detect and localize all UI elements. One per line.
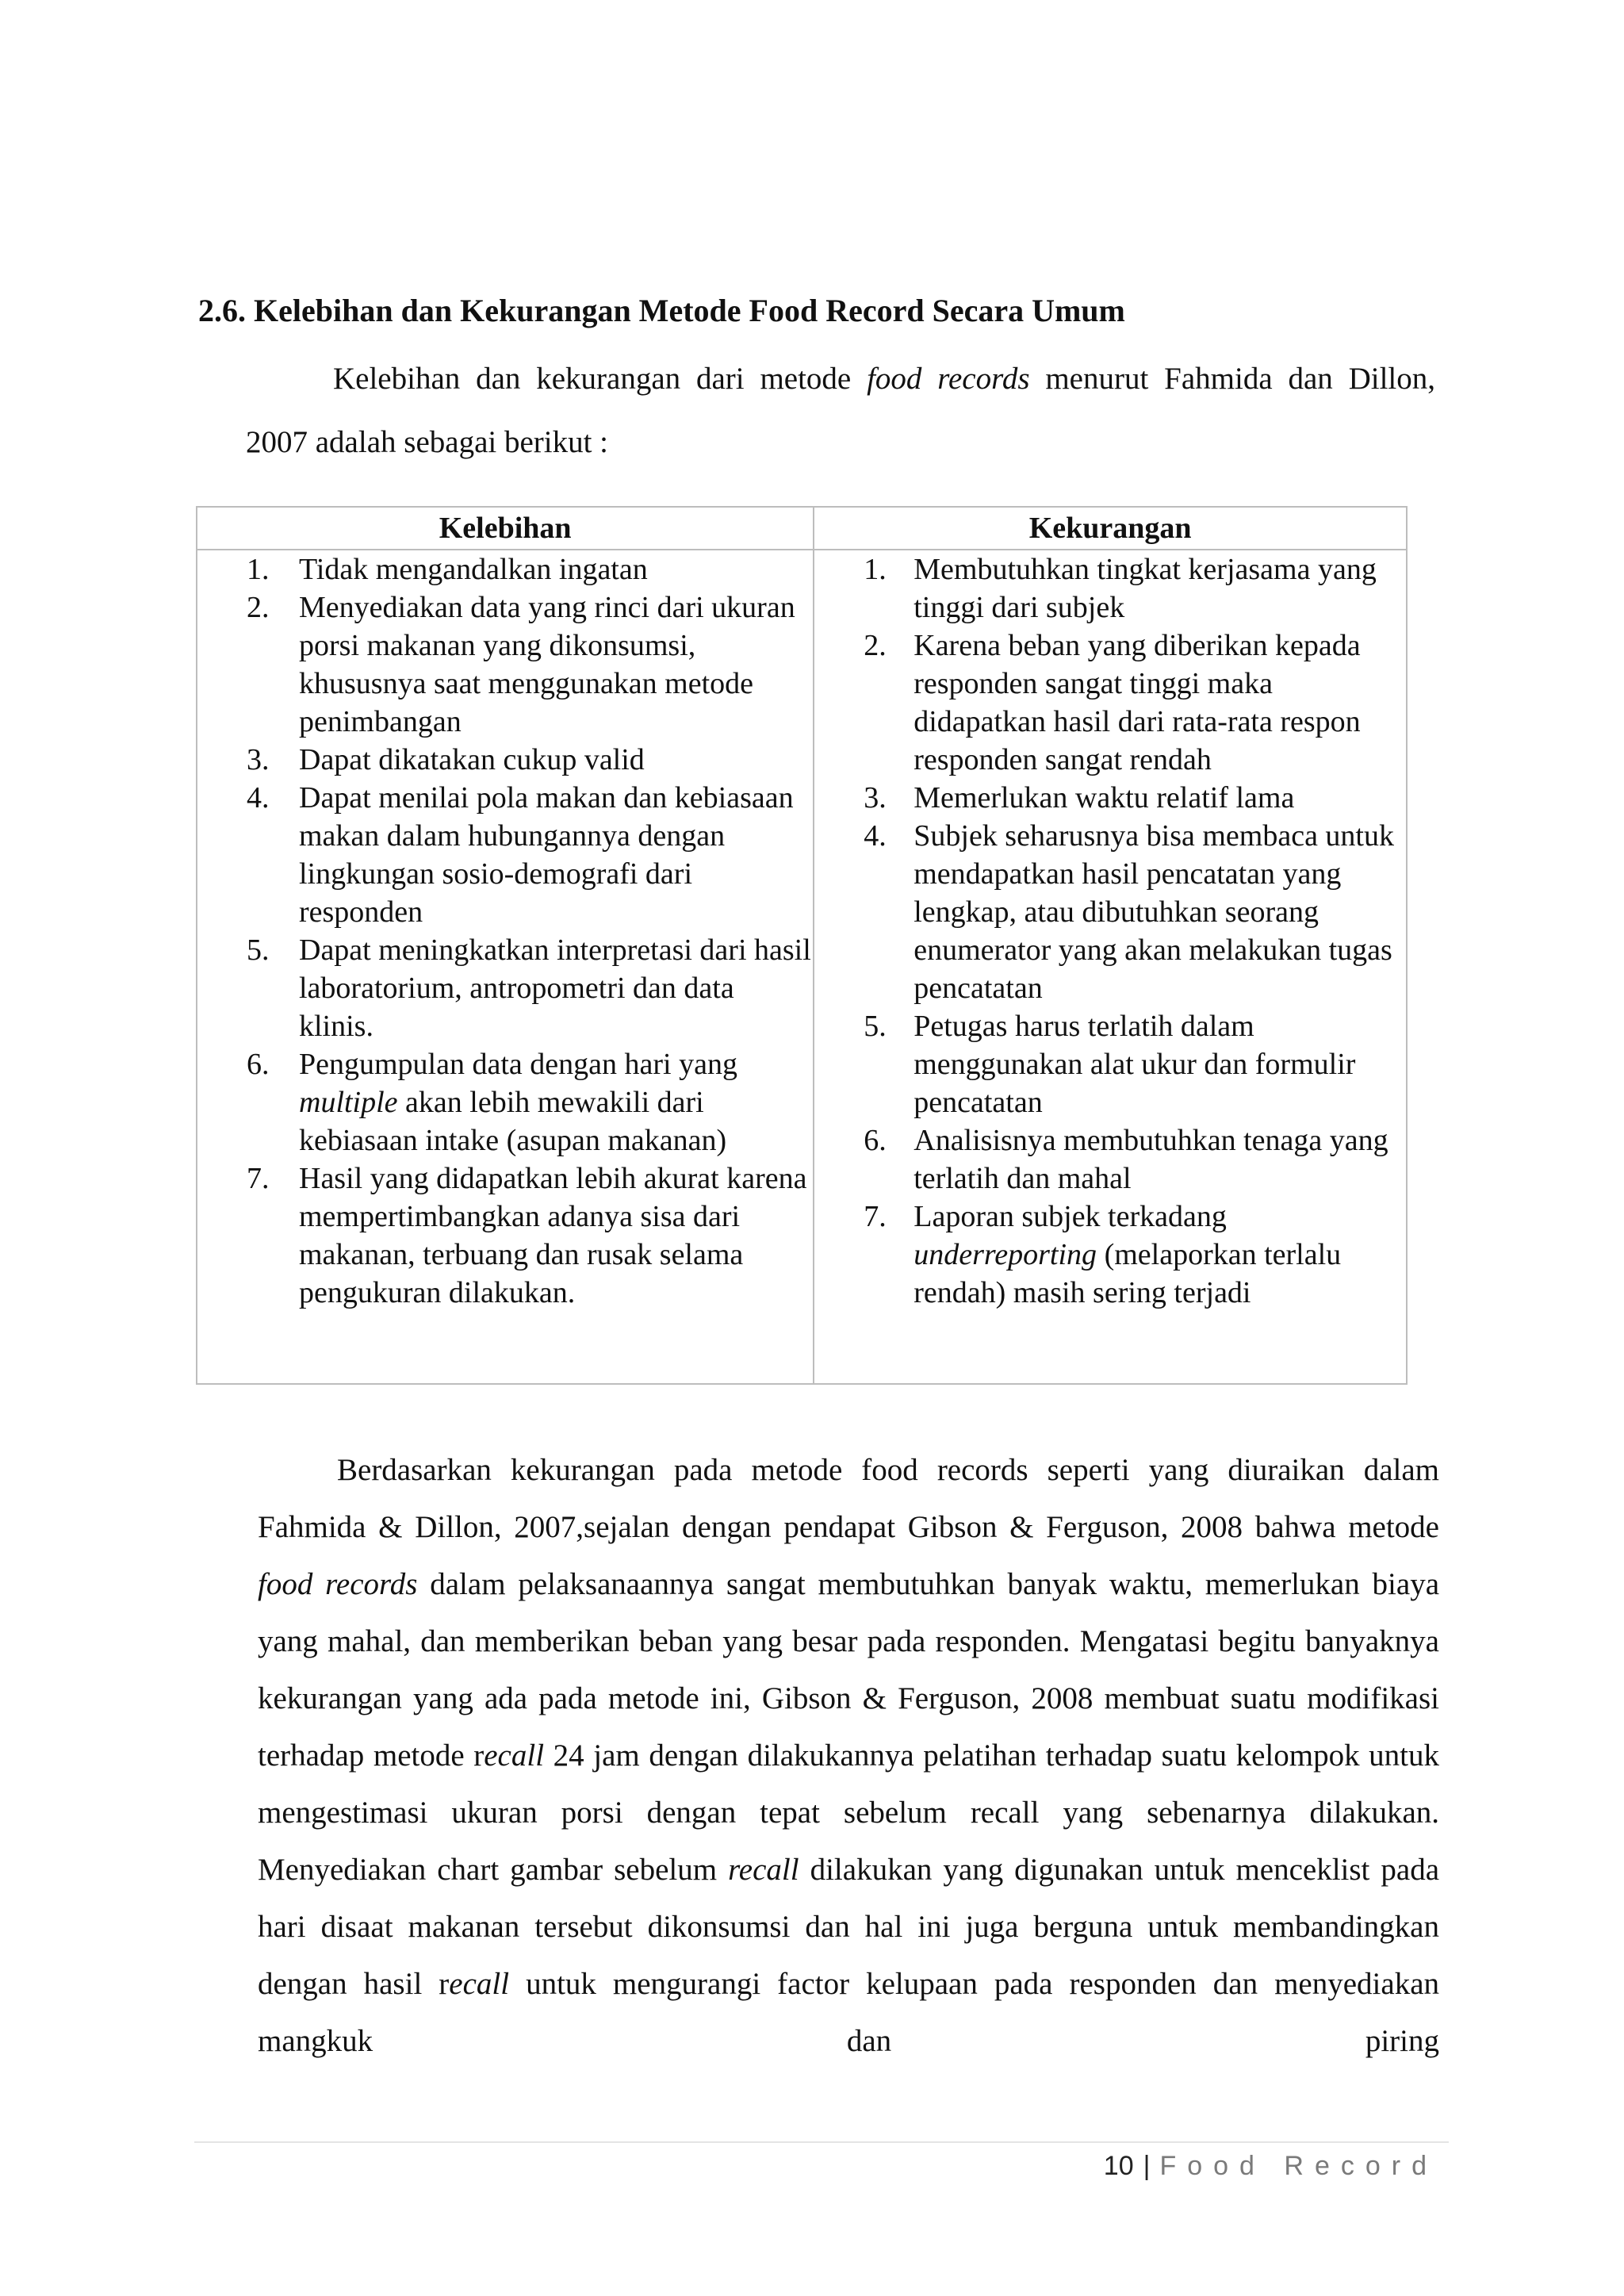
footer-divider	[194, 2141, 1449, 2143]
kekurangan-cell	[814, 550, 1407, 1384]
body-text: dilakukan yang digunakan untuk menceklist pada hari disaat makanan tersebut dikonsumsi dan hal ini juga berguna untuk membandingkan dengan hasil r	[258, 1853, 1440, 2001]
kekurangan-list	[814, 550, 1406, 1312]
body-emphasis: ecall	[449, 1967, 510, 2001]
body-paragraph	[258, 1442, 1439, 2070]
list-number: 1.	[864, 553, 887, 586]
list-number: 5.	[247, 933, 270, 967]
body-text: Berdasarkan kekurangan pada metode food records seperti yang diuraikan dalam Fahmida & Dillon, 2007,sejalan dengan pendapat Gibson & Ferguson, 2008 bahwa metode	[258, 1453, 1439, 1544]
list-text: Memerlukan waktu relatif lama	[914, 781, 1295, 815]
list-number: 6.	[247, 1048, 270, 1081]
body-emphasis: food records	[258, 1567, 418, 1601]
list-text: Membutuhkan tingkat kerjasama yang tinggi dari subjek	[914, 553, 1377, 624]
list-text: Dapat dikatakan cukup valid	[299, 743, 645, 776]
list-number: 2.	[247, 591, 270, 624]
intro-line-1	[246, 347, 1435, 411]
list-number: 6.	[864, 1124, 887, 1157]
body-paragraph-text	[258, 1442, 1439, 2070]
column-header-kelebihan: Kelebihan	[197, 507, 814, 550]
footer-label: Food Record	[1159, 2151, 1438, 2181]
intro-paragraph	[246, 347, 1435, 474]
intro-line-2: 2007 adalah sebagai berikut :	[246, 425, 609, 459]
right-item	[814, 817, 1406, 1007]
list-number: 4.	[864, 819, 887, 853]
body-text: untuk mengurangi factor kelupaan pada responden dan menyediakan mangkuk dan piring	[258, 1967, 1439, 2058]
list-text: Dapat menilai pola makan dan kebiasaan makan dalam hubungannya dengan lingkungan sosio-demografi dari responden	[299, 781, 794, 929]
right-item	[814, 1121, 1406, 1198]
list-number: 7.	[247, 1162, 270, 1195]
intro-emphasis: food records	[867, 362, 1030, 396]
right-item	[814, 627, 1406, 779]
list-text: Karena beban yang diberikan kepada responden sangat tinggi maka didapatkan hasil dari rata-rata respon responden sangat rendah	[914, 629, 1361, 776]
left-item	[197, 550, 813, 588]
list-emphasis: multiple	[299, 1086, 398, 1119]
list-text: Hasil yang didapatkan lebih akurat karena mempertimbangkan adanya sisa dari makanan, terbuang dan rusak selama pengukuran dilakukan.	[299, 1162, 807, 1309]
section-heading: 2.6. Kelebihan dan Kekurangan Metode Food Record Secara Umum	[198, 293, 1125, 328]
page-footer	[1104, 2151, 1438, 2182]
list-text: Analisisnya membutuhkan tenaga yang terlatih dan mahal	[914, 1124, 1388, 1195]
footer-separator: |	[1143, 2151, 1151, 2181]
intro-text: Kelebihan dan kekurangan dari metode	[333, 362, 868, 396]
list-number: 7.	[864, 1200, 887, 1233]
list-number: 1.	[247, 553, 270, 586]
left-item	[197, 779, 813, 931]
kelebihan-cell	[197, 550, 814, 1384]
list-emphasis: underreporting	[914, 1238, 1097, 1271]
intro-text: menurut Fahmida dan Dillon,	[1029, 362, 1436, 396]
body-text: dalam pelaksanaannya sangat membutuhkan banyak waktu, memerlukan biaya yang mahal, dan memberikan beban yang besar pada responden. Mengatasi begitu banyaknya kekurangan yang ada pada metode ini, Gibson & Ferguson, 2008 membuat suatu modifikasi terhadap metode r	[258, 1567, 1440, 1773]
list-text: Petugas harus terlatih dalam menggunakan alat ukur dan formulir pencatatan	[914, 1010, 1356, 1119]
list-text: akan lebih mewakili dari kebiasaan intake (asupan makanan)	[299, 1086, 727, 1157]
body-emphasis: recall	[728, 1853, 799, 1887]
page-number: 10	[1103, 2151, 1134, 2181]
left-item	[197, 1159, 813, 1312]
kelebihan-list	[197, 550, 813, 1312]
right-item	[814, 779, 1406, 817]
right-item	[814, 550, 1406, 627]
left-item	[197, 931, 813, 1045]
list-number: 3.	[864, 781, 887, 815]
right-item	[814, 1198, 1406, 1312]
comparison-table	[196, 506, 1408, 1385]
list-text: Menyediakan data yang rinci dari ukuran porsi makanan yang dikonsumsi, khususnya saat menggunakan metode penimbangan	[299, 591, 795, 738]
body-text: 24 jam dengan dilakukannya pelatihan terhadap suatu kelompok untuk mengestimasi ukuran porsi dengan tepat sebelum recall yang sebenarnya dilakukan. Menyediakan chart gambar sebelum	[258, 1738, 1440, 1887]
list-text: Dapat meningkatkan interpretasi dari hasil laboratorium, antropometri dan data klinis.	[299, 933, 811, 1043]
list-number: 3.	[247, 743, 270, 776]
body-emphasis: ecall	[484, 1738, 545, 1773]
list-text: Subjek seharusnya bisa membaca untuk mendapatkan hasil pencatatan yang lengkap, atau dibutuhkan seorang enumerator yang akan melakukan tugas pencatatan	[914, 819, 1394, 1005]
list-text: (melaporkan terlalu rendah) masih sering terjadi	[914, 1238, 1342, 1309]
list-number: 5.	[864, 1010, 887, 1043]
left-item	[197, 1045, 813, 1159]
list-text: Tidak mengandalkan ingatan	[299, 553, 648, 586]
column-header-kekurangan: Kekurangan	[814, 507, 1407, 550]
list-number: 2.	[864, 629, 887, 662]
left-item	[197, 741, 813, 779]
list-number: 4.	[247, 781, 270, 815]
list-text: Laporan subjek terkadang	[914, 1200, 1227, 1233]
right-item	[814, 1007, 1406, 1121]
list-text: Pengumpulan data dengan hari yang	[299, 1048, 737, 1081]
left-item	[197, 588, 813, 741]
